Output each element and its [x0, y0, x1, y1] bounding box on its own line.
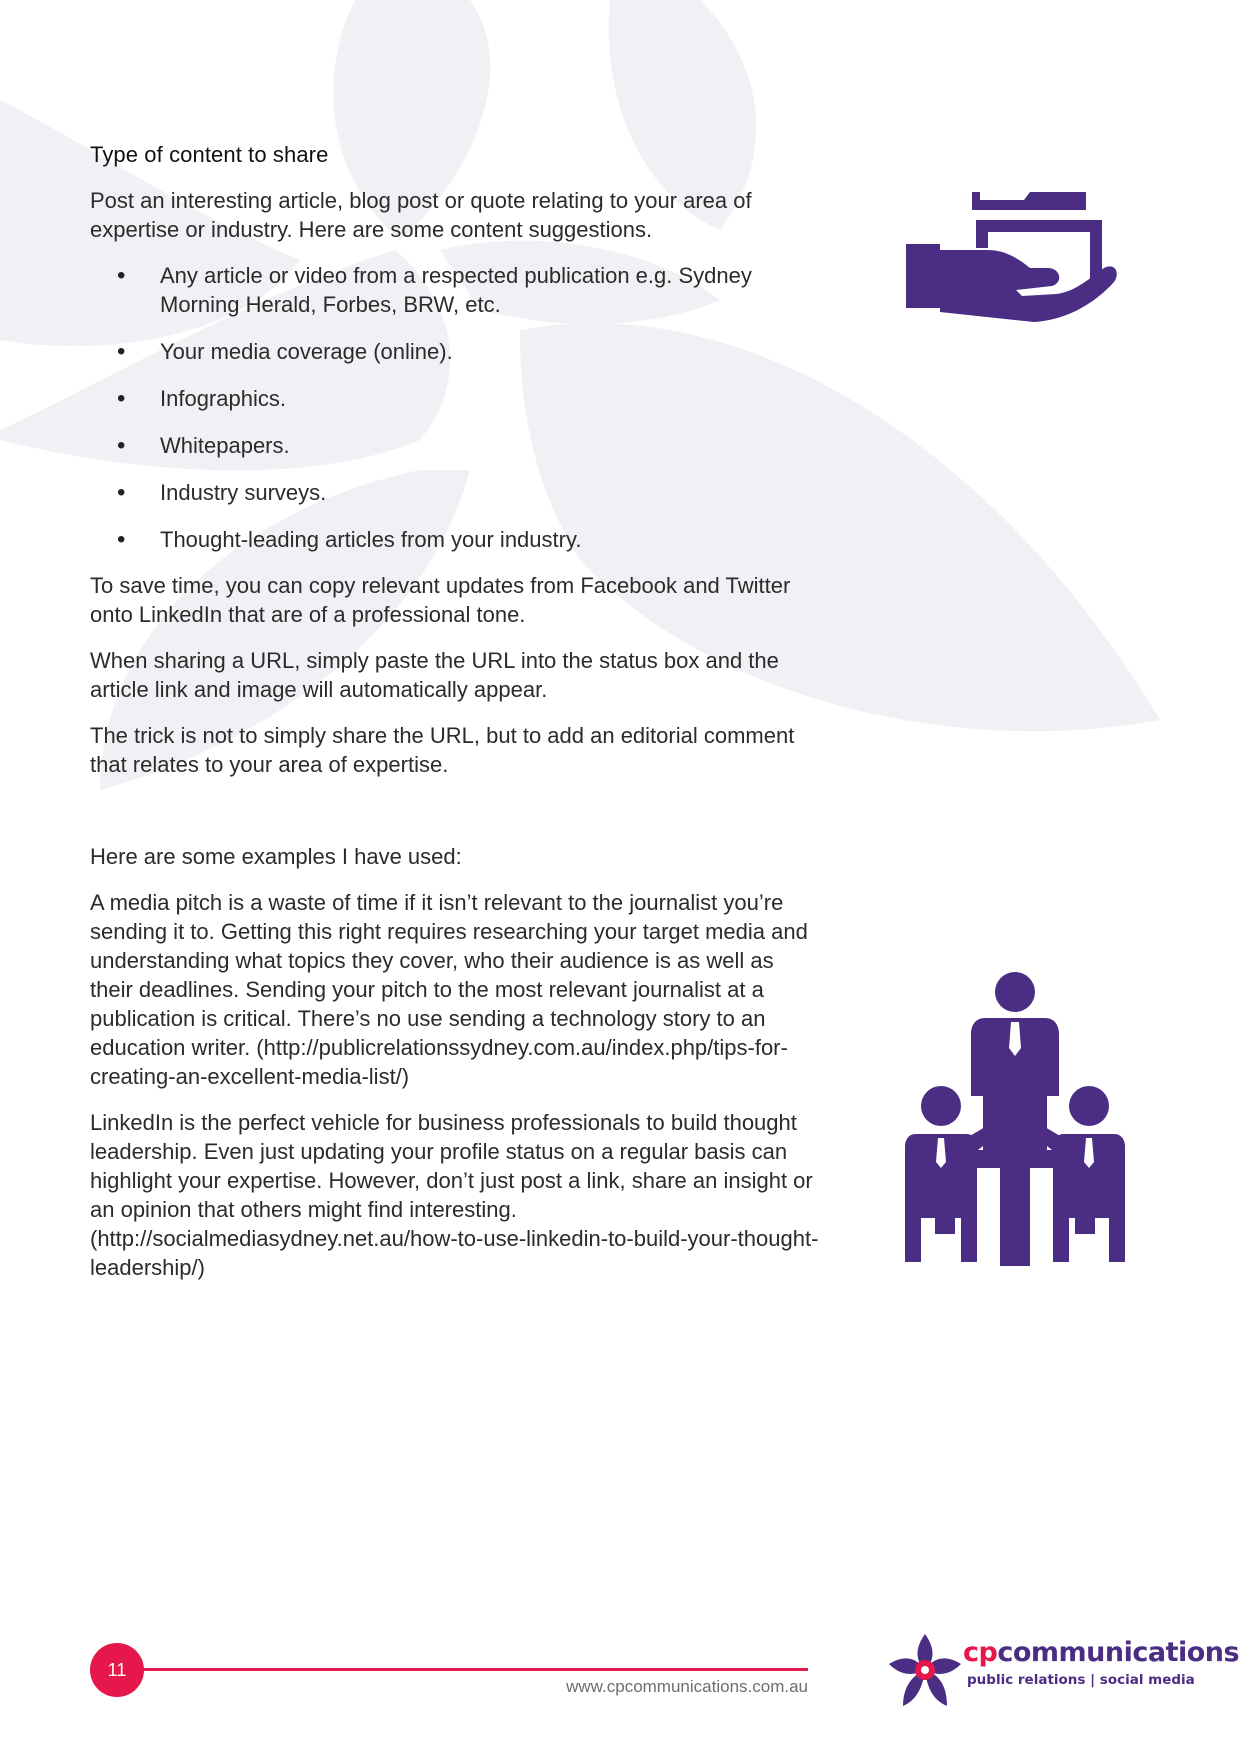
list-item: • Industry surveys.: [90, 478, 820, 507]
tip-paragraph: To save time, you can copy relevant updates from Facebook and Twitter onto LinkedIn that are of a professional tone.: [90, 573, 791, 627]
logo-wordmark: [963, 1638, 1239, 1668]
tip-paragraph: When sharing a URL, simply paste the URL into the status box and the article link and image will automatically appear.: [90, 648, 779, 702]
main-content: [90, 140, 820, 1299]
list-item: • Any article or video from a respected publication e.g. Sydney Morning Herald, Forbes, BRW, etc.: [90, 261, 820, 319]
company-logo: [885, 1630, 1240, 1710]
leader-on-podium-icon: [905, 972, 1125, 1270]
hand-holding-folder-icon: [906, 192, 1118, 344]
list-item: • Your media coverage (online).: [90, 337, 820, 366]
example-paragraph: LinkedIn is the perfect vehicle for business professionals to build thought leadership. Even just updating your profile status on a regular basis can highlight your expertise. However, don’t just post a link, share an insight or an opinion that others might find interesting. (http://socialmediasydney.net.au/how-to-use-linkedin-to-build-your-thought-leadership/): [90, 1110, 819, 1280]
footer-divider: [142, 1668, 808, 1671]
section-heading: Type of content to share: [90, 142, 329, 167]
list-item: • Thought-leading articles from your industry.: [90, 525, 820, 554]
example-paragraph: A media pitch is a waste of time if it isn’t relevant to the journalist you’re sending it to. Getting this right requires researching your target media and understanding what topics they cover, who their audience is as well as their deadlines. Sending your pitch to the most relevant journalist at a publication is critical. There’s no use sending a technology story to an education writer. (http://publicrelationssydney.com.au/index.php/tips-for-creating-an-excellent-media-list/): [90, 890, 808, 1089]
logo-wordmark-cp: cp: [963, 1637, 998, 1668]
examples-intro: Here are some examples I have used:: [90, 844, 462, 869]
page-number-badge: 11: [90, 1643, 144, 1697]
logo-tagline: public relations | social media: [967, 1672, 1195, 1688]
logo-wordmark-communications: communications: [997, 1637, 1240, 1668]
flower-logo-icon: [885, 1630, 965, 1710]
list-item: • Whitepapers.: [90, 431, 820, 460]
footer-website-link[interactable]: www.cpcommunications.com.au: [566, 1677, 808, 1696]
intro-paragraph: Post an interesting article, blog post or quote relating to your area of expertise or industry. Here are some content suggestions.: [90, 188, 752, 242]
list-item: • Infographics.: [90, 384, 820, 413]
content-suggestions-list: [90, 261, 820, 554]
tip-paragraph: The trick is not to simply share the URL, but to add an editorial comment that relates to your area of expertise.: [90, 723, 795, 777]
